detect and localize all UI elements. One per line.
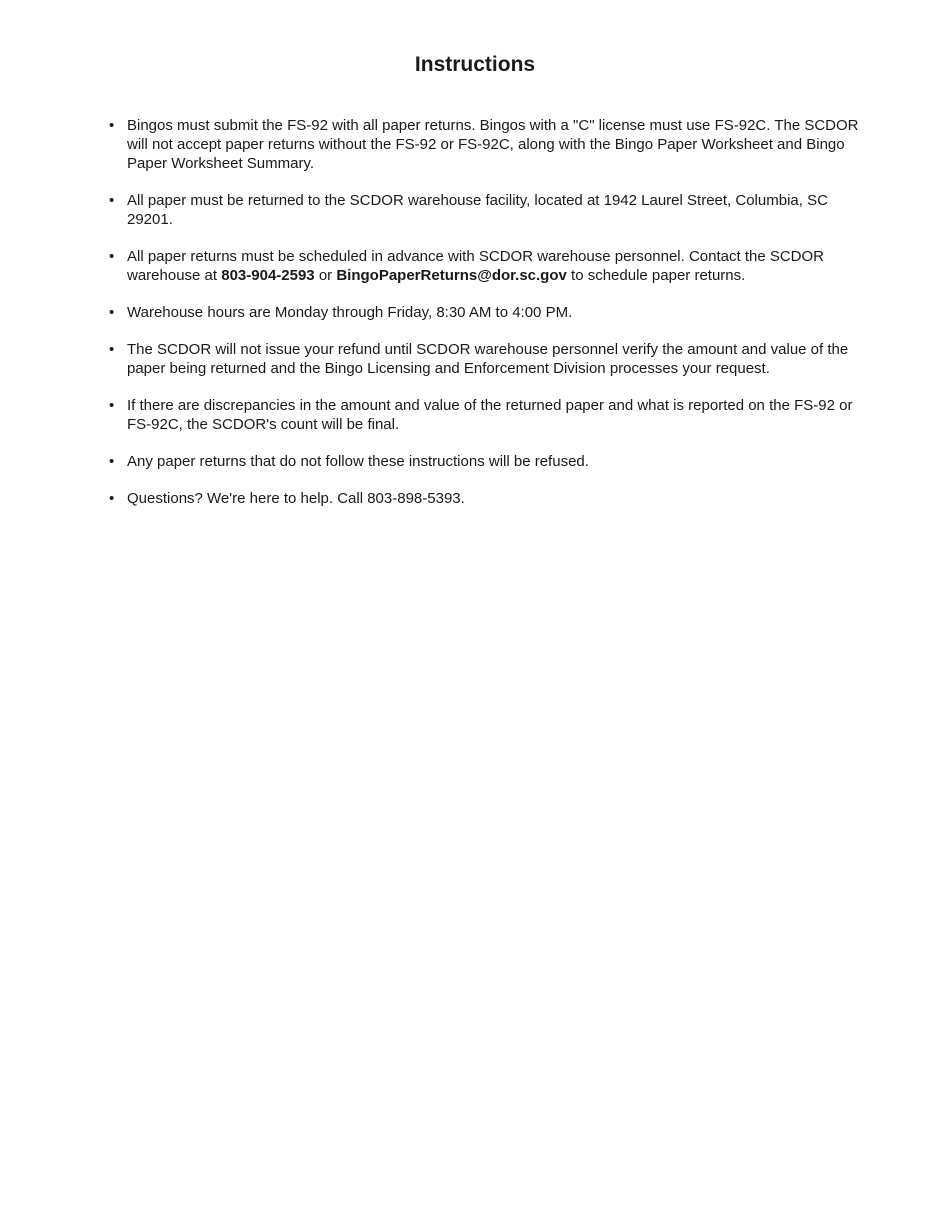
list-item	[109, 396, 877, 434]
list-item-text: Questions? We're here to help. Call 803-898-5393.	[127, 490, 465, 507]
list-item-text: Any paper returns that do not follow these instructions will be refused.	[127, 453, 589, 470]
instructions-list	[109, 116, 877, 526]
list-item-text: Warehouse hours are Monday through Friday, 8:30 AM to 4:00 PM.	[127, 304, 573, 321]
bullet-icon: •	[109, 453, 115, 470]
warehouse-email: BingoPaperReturns@dor.sc.gov	[336, 267, 567, 284]
list-item	[109, 191, 877, 229]
bullet-icon: •	[109, 341, 115, 358]
list-item-text: If there are discrepancies in the amount and value of the returned paper and what is reported on the FS-92 or FS-92C, the SCDOR's count will be final.	[127, 397, 853, 433]
bullet-icon: •	[109, 304, 115, 321]
bullet-icon: •	[109, 397, 115, 414]
list-item	[109, 452, 877, 471]
list-item	[109, 303, 877, 322]
list-item-text-middle: or	[314, 267, 337, 284]
list-item-text-after: to schedule paper returns.	[566, 267, 746, 284]
list-item	[109, 116, 877, 173]
bullet-icon: •	[109, 248, 115, 265]
list-item	[109, 247, 877, 285]
list-item-text: Bingos must submit the FS-92 with all paper returns. Bingos with a "C" license must use FS-92C. The SCDOR will not accept paper returns without the FS-92 or FS-92C, along with the Bingo Paper Worksheet and Bingo Paper Worksheet Summary.	[127, 117, 859, 172]
bullet-icon: •	[109, 117, 115, 134]
list-item-text: All paper must be returned to the SCDOR warehouse facility, located at 1942 Laurel Street, Columbia, SC 29201.	[127, 192, 828, 228]
bullet-icon: •	[109, 490, 115, 507]
list-item-text-before: All paper returns must be scheduled in advance with SCDOR warehouse personnel. Contact the SCDOR warehouse at	[127, 248, 825, 284]
list-item	[109, 489, 877, 508]
list-item-text: The SCDOR will not issue your refund until SCDOR warehouse personnel verify the amount and value of the paper being returned and the Bingo Licensing and Enforcement Division processes your request.	[127, 341, 849, 377]
bullet-icon: •	[109, 192, 115, 209]
page-title: Instructions	[414, 53, 536, 76]
warehouse-phone: 803-904-2593	[221, 267, 315, 284]
list-item	[109, 340, 877, 378]
